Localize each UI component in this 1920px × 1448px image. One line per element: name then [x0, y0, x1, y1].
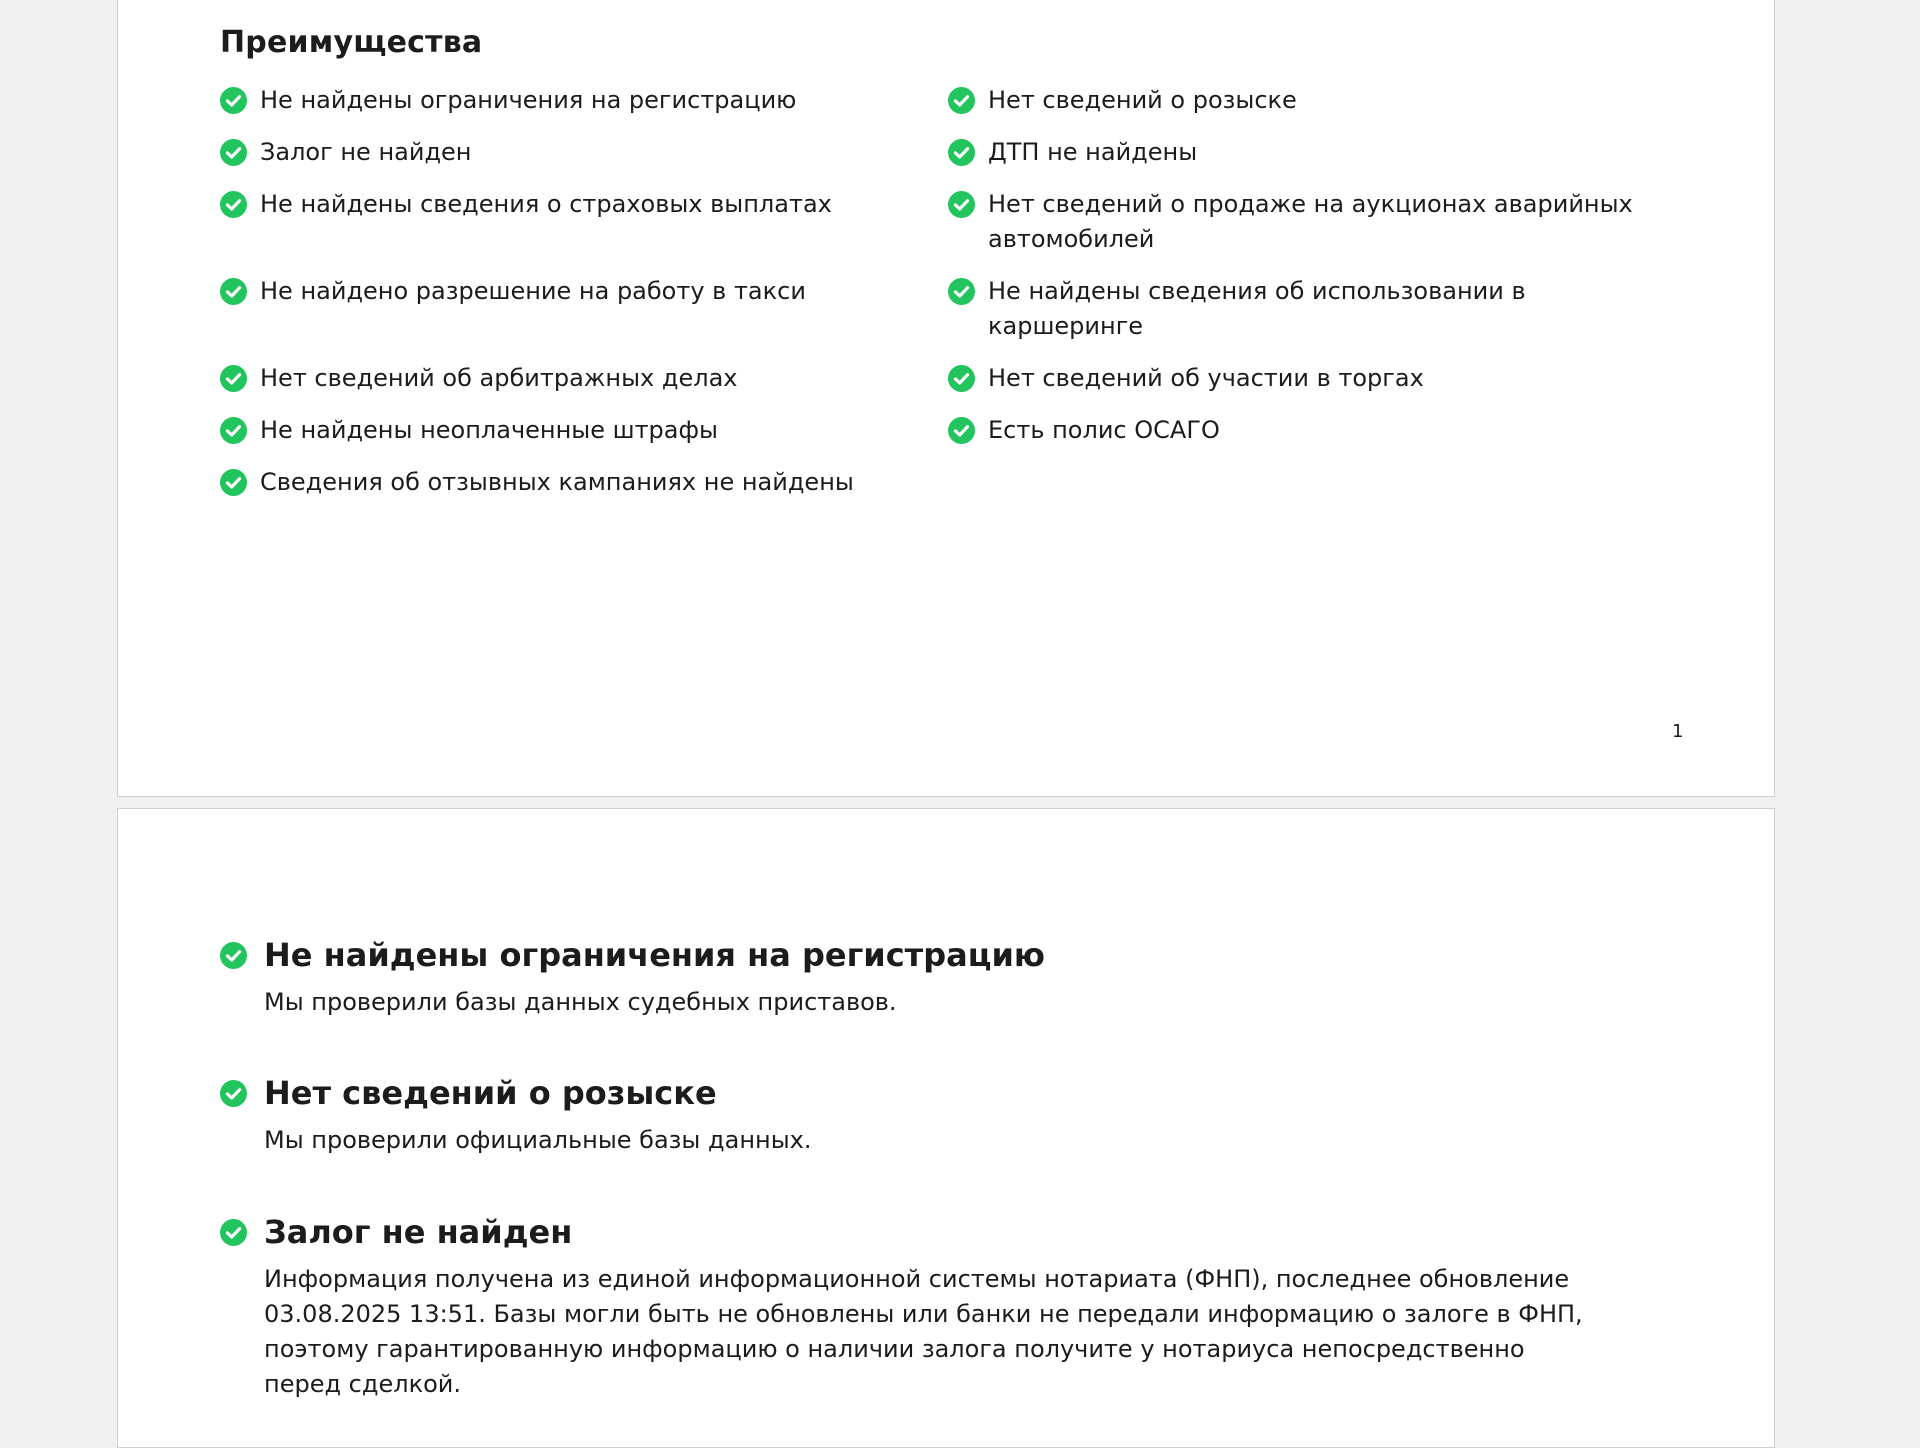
document-page-1: [117, 0, 1775, 797]
advantage-text: Сведения об отзывных кампаниях не найдены: [260, 468, 854, 496]
advantage-text: Не найдены ограничения на регистрацию: [260, 86, 797, 114]
advantage-text: Нет сведений об арбитражных делах: [260, 364, 738, 392]
document-page-2: [117, 808, 1775, 1448]
check-circle-icon: [948, 278, 975, 305]
advantage-text: Есть полис ОСАГО: [988, 416, 1220, 444]
advantage-item: [948, 135, 1668, 170]
advantage-item: [948, 361, 1668, 396]
check-circle-icon: [220, 365, 247, 392]
detail-title: Залог не найден: [264, 1213, 573, 1251]
check-circle-icon: [220, 417, 247, 444]
advantage-text: Залог не найден: [260, 138, 472, 166]
detail-description: Информация получена из единой информационной системы нотариата (ФНП), последнее обновление 03.08.2025 13:51. Базы могли быть не обновлены или банки не передали информацию о залоге в ФНП, поэтому гарантированную информацию о наличии залога получите у нотариуса непосредственно перед сделкой.: [264, 1265, 1583, 1398]
check-circle-icon: [948, 191, 975, 218]
check-circle-icon: [948, 417, 975, 444]
advantage-item: [220, 361, 920, 396]
advantages-list-right: [948, 83, 1668, 465]
detail-heading: [220, 935, 1680, 975]
check-circle-icon: [220, 1219, 247, 1246]
detail-description: Мы проверили базы данных судебных приставов.: [264, 988, 897, 1016]
detail-section: [220, 1212, 1680, 1402]
advantage-text: Нет сведений о продаже на аукционах аварийных автомобилей: [988, 190, 1633, 253]
detail-section: [220, 1073, 1680, 1158]
advantage-item: [220, 83, 920, 118]
section-title-advantages: Преимущества: [220, 25, 483, 60]
check-circle-icon: [220, 1080, 247, 1107]
advantage-item: [948, 83, 1668, 118]
check-circle-icon: [220, 191, 247, 218]
check-circle-icon: [220, 942, 247, 969]
advantage-text: Не найдены сведения о страховых выплатах: [260, 190, 832, 218]
advantages-list-left: [220, 83, 920, 517]
advantage-text: Не найдены сведения об использовании в каршеринге: [988, 277, 1526, 340]
page-number: 1: [1672, 721, 1684, 742]
detail-title: Не найдены ограничения на регистрацию: [264, 936, 1045, 974]
check-circle-icon: [948, 139, 975, 166]
advantage-item: [220, 135, 920, 170]
check-circle-icon: [220, 87, 247, 114]
check-circle-icon: [948, 87, 975, 114]
advantage-text: Нет сведений об участии в торгах: [988, 364, 1424, 392]
check-circle-icon: [220, 139, 247, 166]
advantage-text: Не найдены неоплаченные штрафы: [260, 416, 718, 444]
advantage-text: ДТП не найдены: [988, 138, 1198, 166]
advantage-item: [948, 413, 1668, 448]
detail-heading: [220, 1212, 1680, 1252]
advantage-item: [220, 187, 920, 222]
advantage-item: [948, 274, 1668, 344]
check-circle-icon: [220, 469, 247, 496]
detail-section: [220, 935, 1680, 1020]
advantage-text: Не найдено разрешение на работу в такси: [260, 277, 806, 305]
advantage-item: [948, 187, 1668, 257]
advantage-text: Нет сведений о розыске: [988, 86, 1297, 114]
check-circle-icon: [948, 365, 975, 392]
advantage-item: [220, 274, 920, 309]
detail-description: Мы проверили официальные базы данных.: [264, 1126, 812, 1154]
advantage-item: [220, 413, 920, 448]
check-circle-icon: [220, 278, 247, 305]
advantage-item: [220, 465, 920, 500]
detail-title: Нет сведений о розыске: [264, 1074, 717, 1112]
detail-heading: [220, 1073, 1680, 1113]
